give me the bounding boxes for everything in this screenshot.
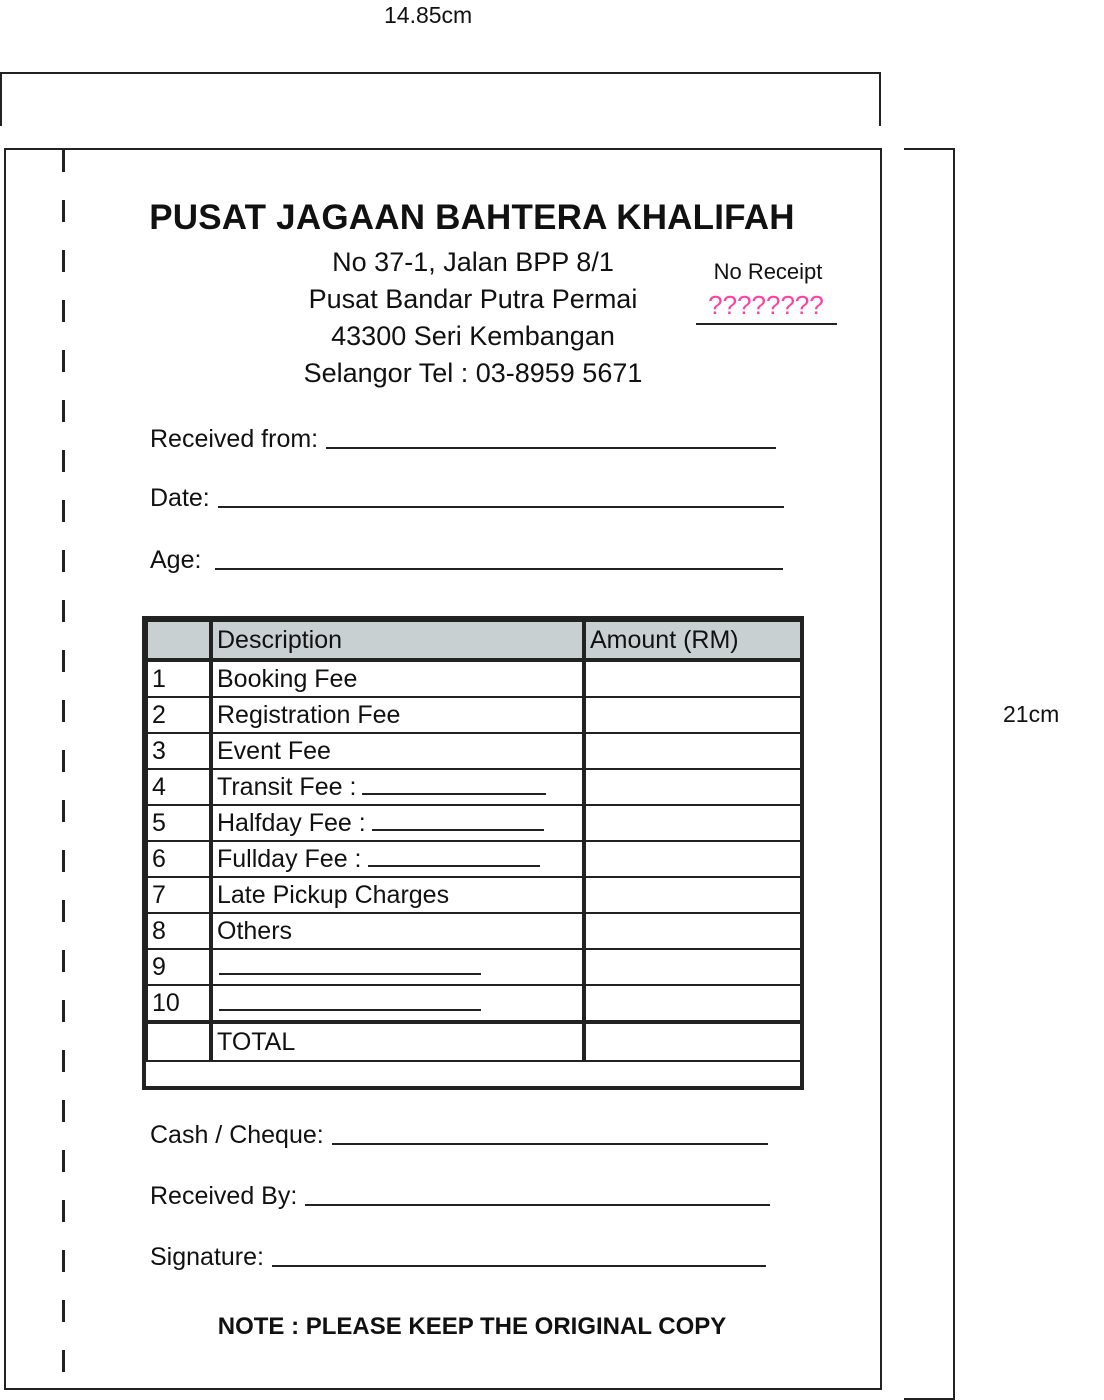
age-label: Age:	[150, 546, 202, 574]
receipt-number-value: ????????	[708, 290, 824, 320]
row-number: 5	[147, 805, 211, 841]
age-blank[interactable]	[215, 568, 783, 570]
table-row	[147, 877, 801, 913]
row-description: Registration Fee	[211, 697, 584, 733]
table-row	[147, 805, 801, 841]
receipt-number-line	[696, 323, 837, 325]
header-amount: Amount (RM)	[584, 621, 801, 660]
row-description-cell	[211, 841, 584, 877]
payment-method-field	[150, 1118, 768, 1150]
row-amount[interactable]	[584, 660, 801, 697]
signature-field	[150, 1240, 766, 1272]
address-line-3: 43300 Seri Kembangan	[331, 321, 615, 351]
row-amount[interactable]	[584, 841, 801, 877]
row-number: 4	[147, 769, 211, 805]
table-row	[147, 769, 801, 805]
table-row	[147, 949, 801, 985]
address-line-4: Selangor Tel : 03-8959 5671	[303, 358, 643, 388]
other-item-blank[interactable]	[219, 1009, 481, 1011]
halfday-fee-blank[interactable]	[372, 829, 544, 831]
width-dimension-label: 14.85cm	[384, 2, 473, 28]
date-blank[interactable]	[218, 506, 784, 508]
table-total-row	[147, 1022, 801, 1061]
row-amount[interactable]	[584, 769, 801, 805]
width-dimension-bracket	[0, 72, 881, 126]
table-row	[147, 660, 801, 697]
row-number: 10	[147, 985, 211, 1022]
row-amount[interactable]	[584, 805, 801, 841]
perforation-line	[62, 150, 65, 1386]
other-item-blank[interactable]	[219, 973, 481, 975]
row-number: 1	[147, 660, 211, 697]
row-description: Others	[211, 913, 584, 949]
row-number: 8	[147, 913, 211, 949]
organization-name: PUSAT JAGAAN BAHTERA KHALIFAH	[149, 198, 795, 237]
row-amount[interactable]	[584, 949, 801, 985]
row-amount[interactable]	[584, 877, 801, 913]
age-field	[150, 543, 783, 575]
row-number: 6	[147, 841, 211, 877]
row-number: 3	[147, 733, 211, 769]
transit-fee-blank[interactable]	[362, 793, 546, 795]
row-description: Transit Fee :	[217, 772, 357, 801]
address-block	[260, 244, 686, 392]
row-number: 9	[147, 949, 211, 985]
row-description: Event Fee	[211, 733, 584, 769]
received-by-field	[150, 1179, 770, 1211]
row-description: Late Pickup Charges	[211, 877, 584, 913]
row-description-cell	[211, 769, 584, 805]
received-by-blank[interactable]	[305, 1204, 770, 1206]
table-row	[147, 733, 801, 769]
table-row	[147, 697, 801, 733]
row-description: Booking Fee	[211, 660, 584, 697]
height-dimension-label: 21cm	[1003, 701, 1060, 727]
total-number-cell	[147, 1022, 211, 1061]
table-row	[147, 913, 801, 949]
header-description: Description	[211, 621, 584, 660]
fee-table	[142, 616, 804, 1090]
row-amount[interactable]	[584, 733, 801, 769]
date-label: Date:	[150, 484, 210, 512]
total-amount[interactable]	[584, 1022, 801, 1061]
header-number	[147, 621, 211, 660]
payment-method-label: Cash / Cheque:	[150, 1121, 324, 1149]
table-row	[147, 985, 801, 1022]
height-dimension-bracket	[904, 148, 955, 1400]
row-description: Fullday Fee :	[217, 844, 362, 873]
row-description-cell	[211, 949, 584, 985]
received-from-label: Received from:	[150, 425, 319, 453]
row-number: 2	[147, 697, 211, 733]
address-line-1: No 37-1, Jalan BPP 8/1	[332, 247, 614, 277]
total-label: TOTAL	[211, 1022, 584, 1061]
signature-blank[interactable]	[272, 1265, 766, 1267]
payment-method-blank[interactable]	[332, 1143, 768, 1145]
row-number: 7	[147, 877, 211, 913]
received-from-blank[interactable]	[326, 447, 776, 449]
row-description: Halfday Fee :	[217, 808, 366, 837]
signature-label: Signature:	[150, 1243, 264, 1271]
received-from-field	[150, 422, 776, 454]
row-amount[interactable]	[584, 697, 801, 733]
row-description-cell	[211, 805, 584, 841]
received-by-label: Received By:	[150, 1182, 298, 1210]
table-header-row	[147, 621, 801, 660]
row-description-cell	[211, 985, 584, 1022]
table-row	[147, 841, 801, 877]
fullday-fee-blank[interactable]	[368, 865, 540, 867]
row-amount[interactable]	[584, 913, 801, 949]
date-field	[150, 481, 784, 513]
footer-note: NOTE : PLEASE KEEP THE ORIGINAL COPY	[217, 1313, 727, 1340]
receipt-number-label: No Receipt	[713, 259, 823, 284]
address-line-2: Pusat Bandar Putra Permai	[308, 284, 638, 314]
row-amount[interactable]	[584, 985, 801, 1022]
